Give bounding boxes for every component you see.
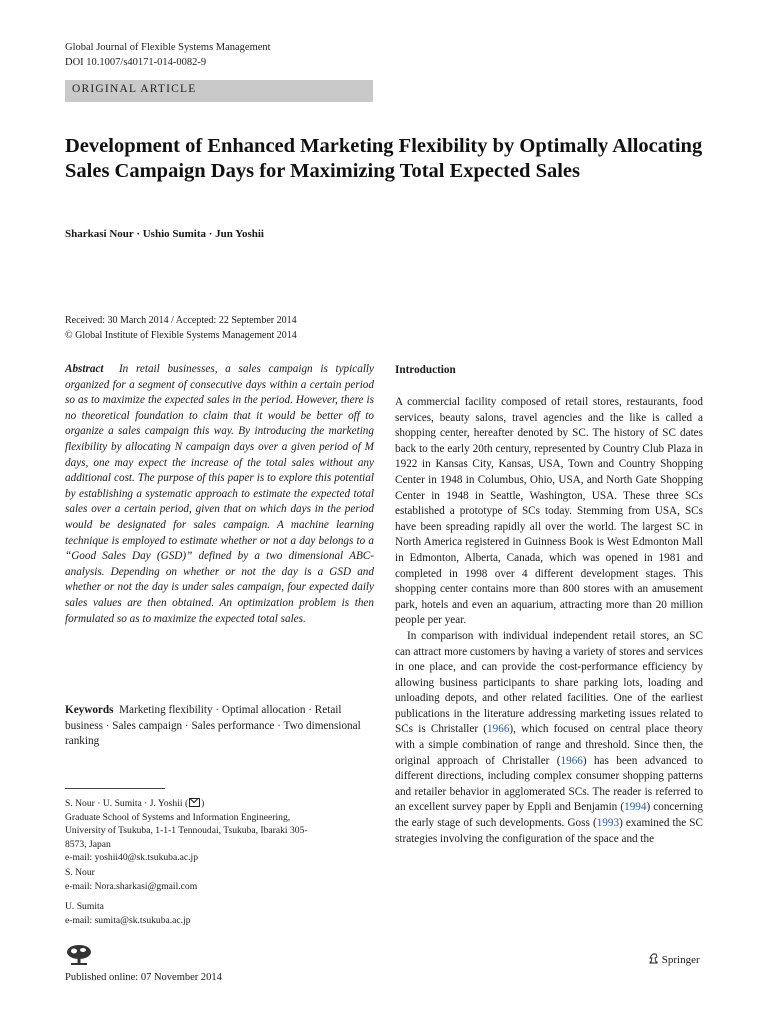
affiliation-block-3 <box>65 900 374 927</box>
affiliation-name: U. Sumita <box>65 901 104 912</box>
journal-name: Global Journal of Flexible Systems Management <box>65 42 271 53</box>
keywords-text: Marketing flexibility · Optimal allocation · Retail business · Sales campaign · Sales performance · Two dimensional ranking <box>65 704 361 748</box>
affiliation-line: University of Tsukuba, 1-1-1 Tennoudai, Tsukuba, Ibaraki 305- <box>65 825 308 836</box>
article-title: Development of Enhanced Marketing Flexibility by Optimally Allocating Sales Campaign Days for Maximizing Total Expected Sales <box>65 135 703 182</box>
article-type-banner <box>65 80 373 102</box>
publisher-tree-logo-icon <box>65 944 93 966</box>
keywords <box>65 703 374 750</box>
affiliation-line: 8573, Japan <box>65 838 111 850</box>
dates-block <box>65 314 297 343</box>
citation-link[interactable]: 1994 <box>624 801 647 814</box>
copyright: © Global Institute of Flexible Systems Management 2014 <box>65 329 297 341</box>
author-list: Sharkasi Nour · Ushio Sumita · Jun Yoshii <box>65 228 264 240</box>
affiliation-name: S. Nour <box>65 867 95 878</box>
paragraph: In comparison with individual independent retail stores, an SC can attract more customers by having a variety of stores and services in one place, and can provide the cost-performance efficiency by allowing business participants to share parking lots, loading and unloading depots, and other related facilities. One of the earliest publications in the literature addressing marketing issues related to SCs is Christaller (1966), which focused on central place theory with a simple combination of range and threshold. Since then, the original approach of Christaller (1966) has been advanced to different directions, including complex consumer shopping patterns and retailer behavior in agglomerated SCs. The reader is referred to an excellent survey paper by Eppli and Benjamin (1994) concerning the early stage of such developments. Goss (1993) examined the SC strategies involving the configuration of the space and the <box>395 629 703 845</box>
citation-link[interactable]: 1966 <box>560 754 583 767</box>
citation-link[interactable]: 1993 <box>596 817 620 830</box>
affiliation-names: S. Nour · U. Sumita · J. Yoshii ( ) <box>65 798 205 809</box>
affiliation-email[interactable]: e-mail: sumita@sk.tsukuba.ac.jp <box>65 914 191 926</box>
abstract-label: Abstract <box>65 363 104 375</box>
affiliation-email[interactable]: e-mail: Nora.sharkasi@gmail.com <box>65 880 198 892</box>
affiliation-line: Graduate School of Systems and Information Engineering, <box>65 811 291 823</box>
affiliation-email[interactable]: e-mail: yoshii40@sk.tsukuba.ac.jp <box>65 852 199 863</box>
introduction-heading: Introduction <box>395 364 456 376</box>
doi: DOI 10.1007/s40171-014-0082-9 <box>65 57 207 68</box>
citation-link[interactable]: 1966 <box>487 723 510 736</box>
footnote-divider <box>65 788 165 789</box>
paragraph: A commercial facility composed of retail stores, restaurants, food services, beauty salons, travel agencies and the like is called a shopping center, hereafter denoted by SC. The history of SC dates back to the early 20th century, represented by Country Club Plaza in 1922 in Kansas City, Kansas, USA, Town and Country Shopping Center in 1948 in Columbus, Ohio, USA, and North Gate Shopping Center in 1948 in Seattle, Washington, USA. These three SCs established a prototype of SCs today. Stemming from USA, SCs have been spreading rapidly all over the world. The largest SC in North America registered in Guinness Book is West Edmonton Mall in Edmonton, Alberta, Canada, which was opened in 1981 and completed in 1998 over 4 different development stages. This shopping center contains more than 800 stores with an amusement park, hotels and even an aquarium, attracting more than 20 million people per year. <box>395 396 703 627</box>
affiliation-block-1 <box>65 797 374 865</box>
article-type-label: ORIGINAL ARTICLE <box>72 83 197 95</box>
envelope-icon <box>189 798 200 807</box>
springer-chess-knight-icon <box>648 953 659 964</box>
published-online: Published online: 07 November 2014 <box>65 972 222 983</box>
received-accepted: Received: 30 March 2014 / Accepted: 22 September 2014 <box>65 315 297 326</box>
abstract <box>65 362 374 627</box>
introduction-body <box>395 395 703 847</box>
abstract-text: In retail businesses, a sales campaign is typically organized for a segment of consecutive days within a certain period so as to maximize the expected sales in the period. However, there is no theoretical foundation to claim that it would be better off to organize a sales campaign this way. By introducing the marketing flexibility by allocating N campaign days over a given period of M days, one may expect the increase of the total sales without any additional cost. The purpose of this paper is to explore this potential by establishing a systematic approach to estimate the expected total sales over a certain period, given that on which days in the period would be designated for sales campaign. A machine learning technique is employed to estimate whether or not a day belongs to a “Good Sales Day (GSD)” defined by a two dimensional ABC-analysis. Depending on whether or not the day is a GSD and whether or not the day is under sales campaign, four expected daily sales values are then obtained. An optimization problem is then formulated so as to maximize the expected total sales. <box>65 363 375 625</box>
springer-logo <box>648 953 700 966</box>
affiliation-block-2 <box>65 866 374 893</box>
publisher-name: Springer <box>661 954 700 966</box>
keywords-label: Keywords <box>65 704 114 716</box>
